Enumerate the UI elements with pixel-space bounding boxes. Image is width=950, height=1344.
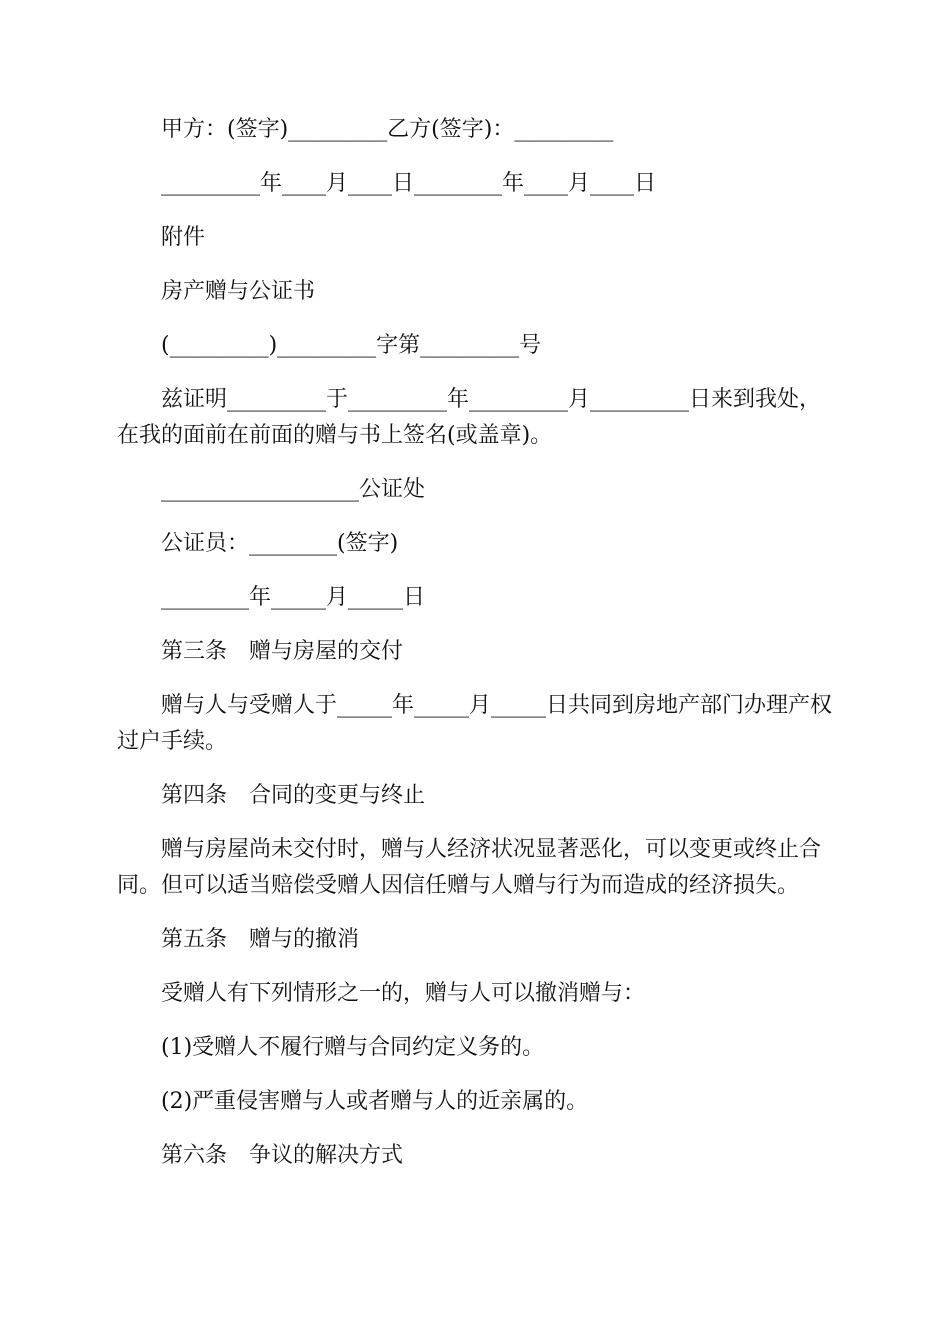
article-5-intro: 受赠人有下列情形之一的，赠与人可以撤消赠与： — [161, 981, 646, 1006]
signature-line-parties: 甲方：(签字)_________乙方(签字)：_________ — [161, 117, 614, 142]
attachment-heading: 附件 — [161, 225, 206, 250]
notary-date-line: ________年_____月_____日 — [161, 585, 426, 610]
article-4-paragraph: 赠与房屋尚未交付时，赠与人经济状况显著恶化，可以变更或终止合同。但可以适当赔偿受赠人因信任赠与人赠与行为而造成的经济损失。 — [117, 837, 822, 898]
notary-signature-line: 公证员：________(签字) — [161, 531, 399, 556]
article-3-heading: 第三条 赠与房屋的交付 — [161, 639, 404, 664]
notary-office-line: __________________公证处 — [161, 477, 426, 502]
certificate-number-line: (_________)_________字第_________号 — [161, 333, 542, 358]
signature-date-line: _________年____月____日________年____月____日 — [161, 171, 657, 196]
article-5-item-1: (1)受赠人不履行赠与合同约定义务的。 — [161, 1035, 545, 1060]
certification-paragraph: 兹证明_________于_________年_________月_________日来到我处，在我的面前在前面的赠与书上签名(或盖章)。 — [117, 387, 822, 448]
article-6-heading: 第六条 争议的解决方式 — [161, 1143, 404, 1168]
article-5-heading: 第五条 赠与的撤消 — [161, 927, 360, 952]
article-4-heading: 第四条 合同的变更与终止 — [161, 783, 426, 808]
notarial-certificate-title: 房产赠与公证书 — [161, 279, 316, 304]
article-5-item-2: (2)严重侵害赠与人或者赠与人的近亲属的。 — [161, 1089, 589, 1114]
article-3-paragraph: 赠与人与受赠人于_____年_____月_____日共同到房地产部门办理产权过户手续。 — [117, 693, 833, 754]
document-body — [117, 112, 837, 1192]
